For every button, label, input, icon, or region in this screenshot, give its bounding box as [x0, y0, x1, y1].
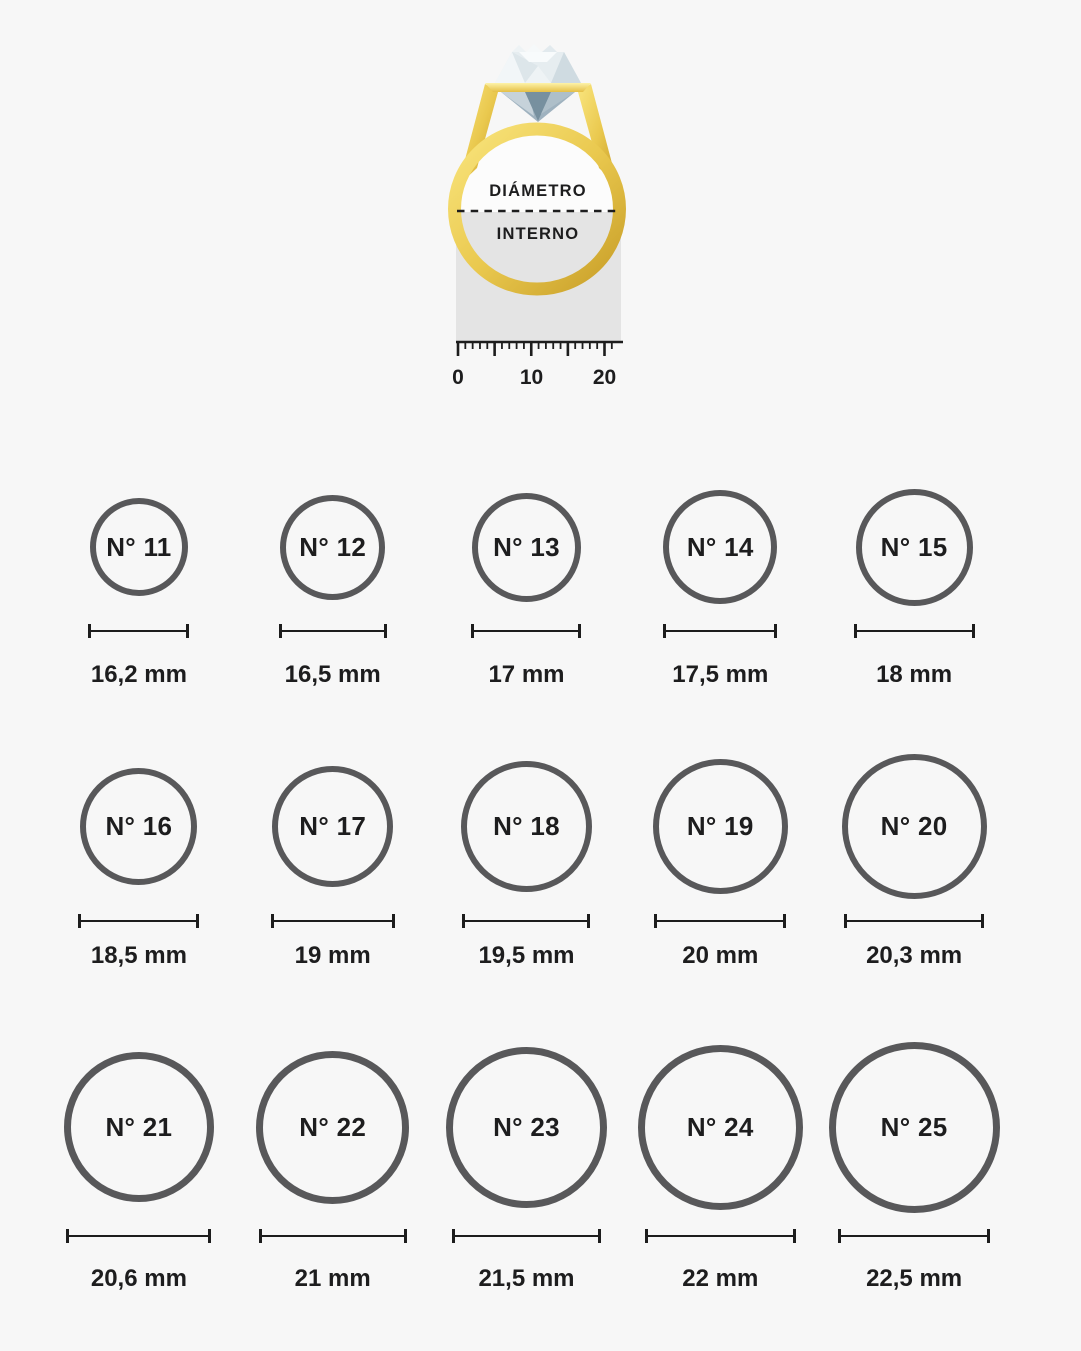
measure-line	[259, 1229, 407, 1243]
measure-line	[271, 914, 395, 928]
size-circle	[653, 759, 788, 894]
size-circle	[446, 1047, 607, 1208]
measure-line	[78, 914, 199, 928]
measure-line	[88, 624, 189, 638]
size-circle-box	[638, 1035, 803, 1219]
size-circle-box	[280, 480, 385, 614]
diameter-label-line1: DIÁMETRO	[489, 182, 587, 200]
size-circle-box	[829, 1035, 1000, 1219]
size-cell	[446, 1035, 607, 1293]
size-number: N° 25	[880, 1111, 948, 1142]
size-number: N° 15	[880, 531, 948, 562]
diamond-pavilion	[501, 92, 575, 122]
size-circle	[90, 498, 188, 596]
size-circle	[856, 489, 973, 606]
ring-illustration	[441, 38, 641, 390]
size-circle	[272, 766, 393, 887]
measure-line	[462, 914, 590, 928]
measure-line	[645, 1229, 796, 1243]
ruler-label-10: 10	[519, 366, 544, 389]
measure-line	[654, 914, 786, 928]
diameter-label-line2: INTERNO	[496, 225, 580, 243]
size-mm-label: 16,2 mm	[90, 661, 187, 688]
size-cell	[461, 745, 592, 970]
size-number: N° 14	[686, 531, 754, 562]
size-circle-box	[256, 1035, 409, 1219]
size-circle-box	[653, 745, 788, 907]
size-cell	[854, 480, 975, 689]
size-circle	[256, 1051, 409, 1204]
measure-line	[66, 1229, 211, 1243]
size-circle	[472, 493, 581, 602]
size-row	[0, 1035, 1081, 1293]
size-number: N° 22	[299, 1111, 367, 1142]
size-number: N° 13	[493, 531, 560, 562]
ruler	[452, 342, 623, 389]
ruler-label-0: 0	[452, 366, 464, 389]
size-cell	[663, 480, 777, 689]
size-cell	[471, 480, 581, 689]
size-cell	[638, 1035, 803, 1293]
size-mm-label: 22,5 mm	[866, 1265, 963, 1292]
size-mm-label: 20,6 mm	[90, 1265, 187, 1292]
size-mm-label: 21 mm	[294, 1265, 371, 1292]
size-mm-label: 19 mm	[294, 942, 371, 969]
size-circle	[638, 1045, 803, 1210]
measure-line	[844, 914, 984, 928]
size-circle	[663, 490, 777, 604]
measure-line	[838, 1229, 990, 1243]
measure-line	[279, 624, 387, 638]
size-circle-box	[80, 745, 197, 907]
size-number: N° 24	[686, 1111, 754, 1142]
size-number: N° 19	[686, 810, 754, 841]
size-circle	[80, 768, 197, 885]
size-cell	[279, 480, 387, 689]
size-circle	[829, 1042, 1000, 1213]
size-mm-label: 17 mm	[488, 661, 565, 688]
measure-line	[471, 624, 581, 638]
size-number: N° 17	[299, 810, 367, 841]
size-circle	[64, 1052, 214, 1202]
size-mm-label: 18 mm	[876, 661, 953, 688]
size-circle-box	[272, 745, 393, 907]
size-number: N° 23	[493, 1111, 560, 1142]
measure-line	[854, 624, 975, 638]
size-circle-box	[64, 1035, 214, 1219]
size-cell	[256, 1035, 409, 1293]
size-row	[0, 480, 1081, 689]
size-mm-label: 19,5 mm	[478, 942, 575, 969]
size-mm-label: 18,5 mm	[90, 942, 187, 969]
size-mm-label: 20,3 mm	[866, 942, 963, 969]
measure-line	[663, 624, 777, 638]
size-cell	[842, 745, 987, 970]
size-number: N° 11	[106, 531, 172, 562]
size-cell	[64, 1035, 214, 1293]
diamond-icon	[495, 44, 581, 83]
size-cell	[829, 1035, 1000, 1293]
size-mm-label: 17,5 mm	[672, 661, 769, 688]
size-circle	[842, 754, 987, 899]
size-circle	[280, 495, 385, 600]
size-circle-box	[472, 480, 581, 614]
size-cell	[88, 480, 189, 689]
size-mm-label: 21,5 mm	[478, 1265, 575, 1292]
ruler-ticks	[458, 342, 612, 356]
size-circle-box	[842, 745, 987, 907]
size-number: N° 16	[105, 810, 173, 841]
size-mm-label: 20 mm	[682, 942, 759, 969]
size-number: N° 12	[299, 531, 367, 562]
size-circle-box	[90, 480, 188, 614]
size-number: N° 20	[880, 810, 948, 841]
size-cell	[78, 745, 199, 970]
size-number: N° 21	[105, 1111, 173, 1142]
size-circle-box	[856, 480, 973, 614]
size-number: N° 18	[493, 810, 560, 841]
size-cell	[271, 745, 395, 970]
size-circle-box	[446, 1035, 607, 1219]
size-row	[0, 745, 1081, 970]
size-circle-box	[461, 745, 592, 907]
measure-line	[452, 1229, 601, 1243]
size-mm-label: 16,5 mm	[284, 661, 381, 688]
size-circle-box	[663, 480, 777, 614]
ruler-label-20: 20	[592, 366, 617, 389]
size-cell	[653, 745, 788, 970]
size-mm-label: 22 mm	[682, 1265, 759, 1292]
size-circle	[461, 761, 592, 892]
